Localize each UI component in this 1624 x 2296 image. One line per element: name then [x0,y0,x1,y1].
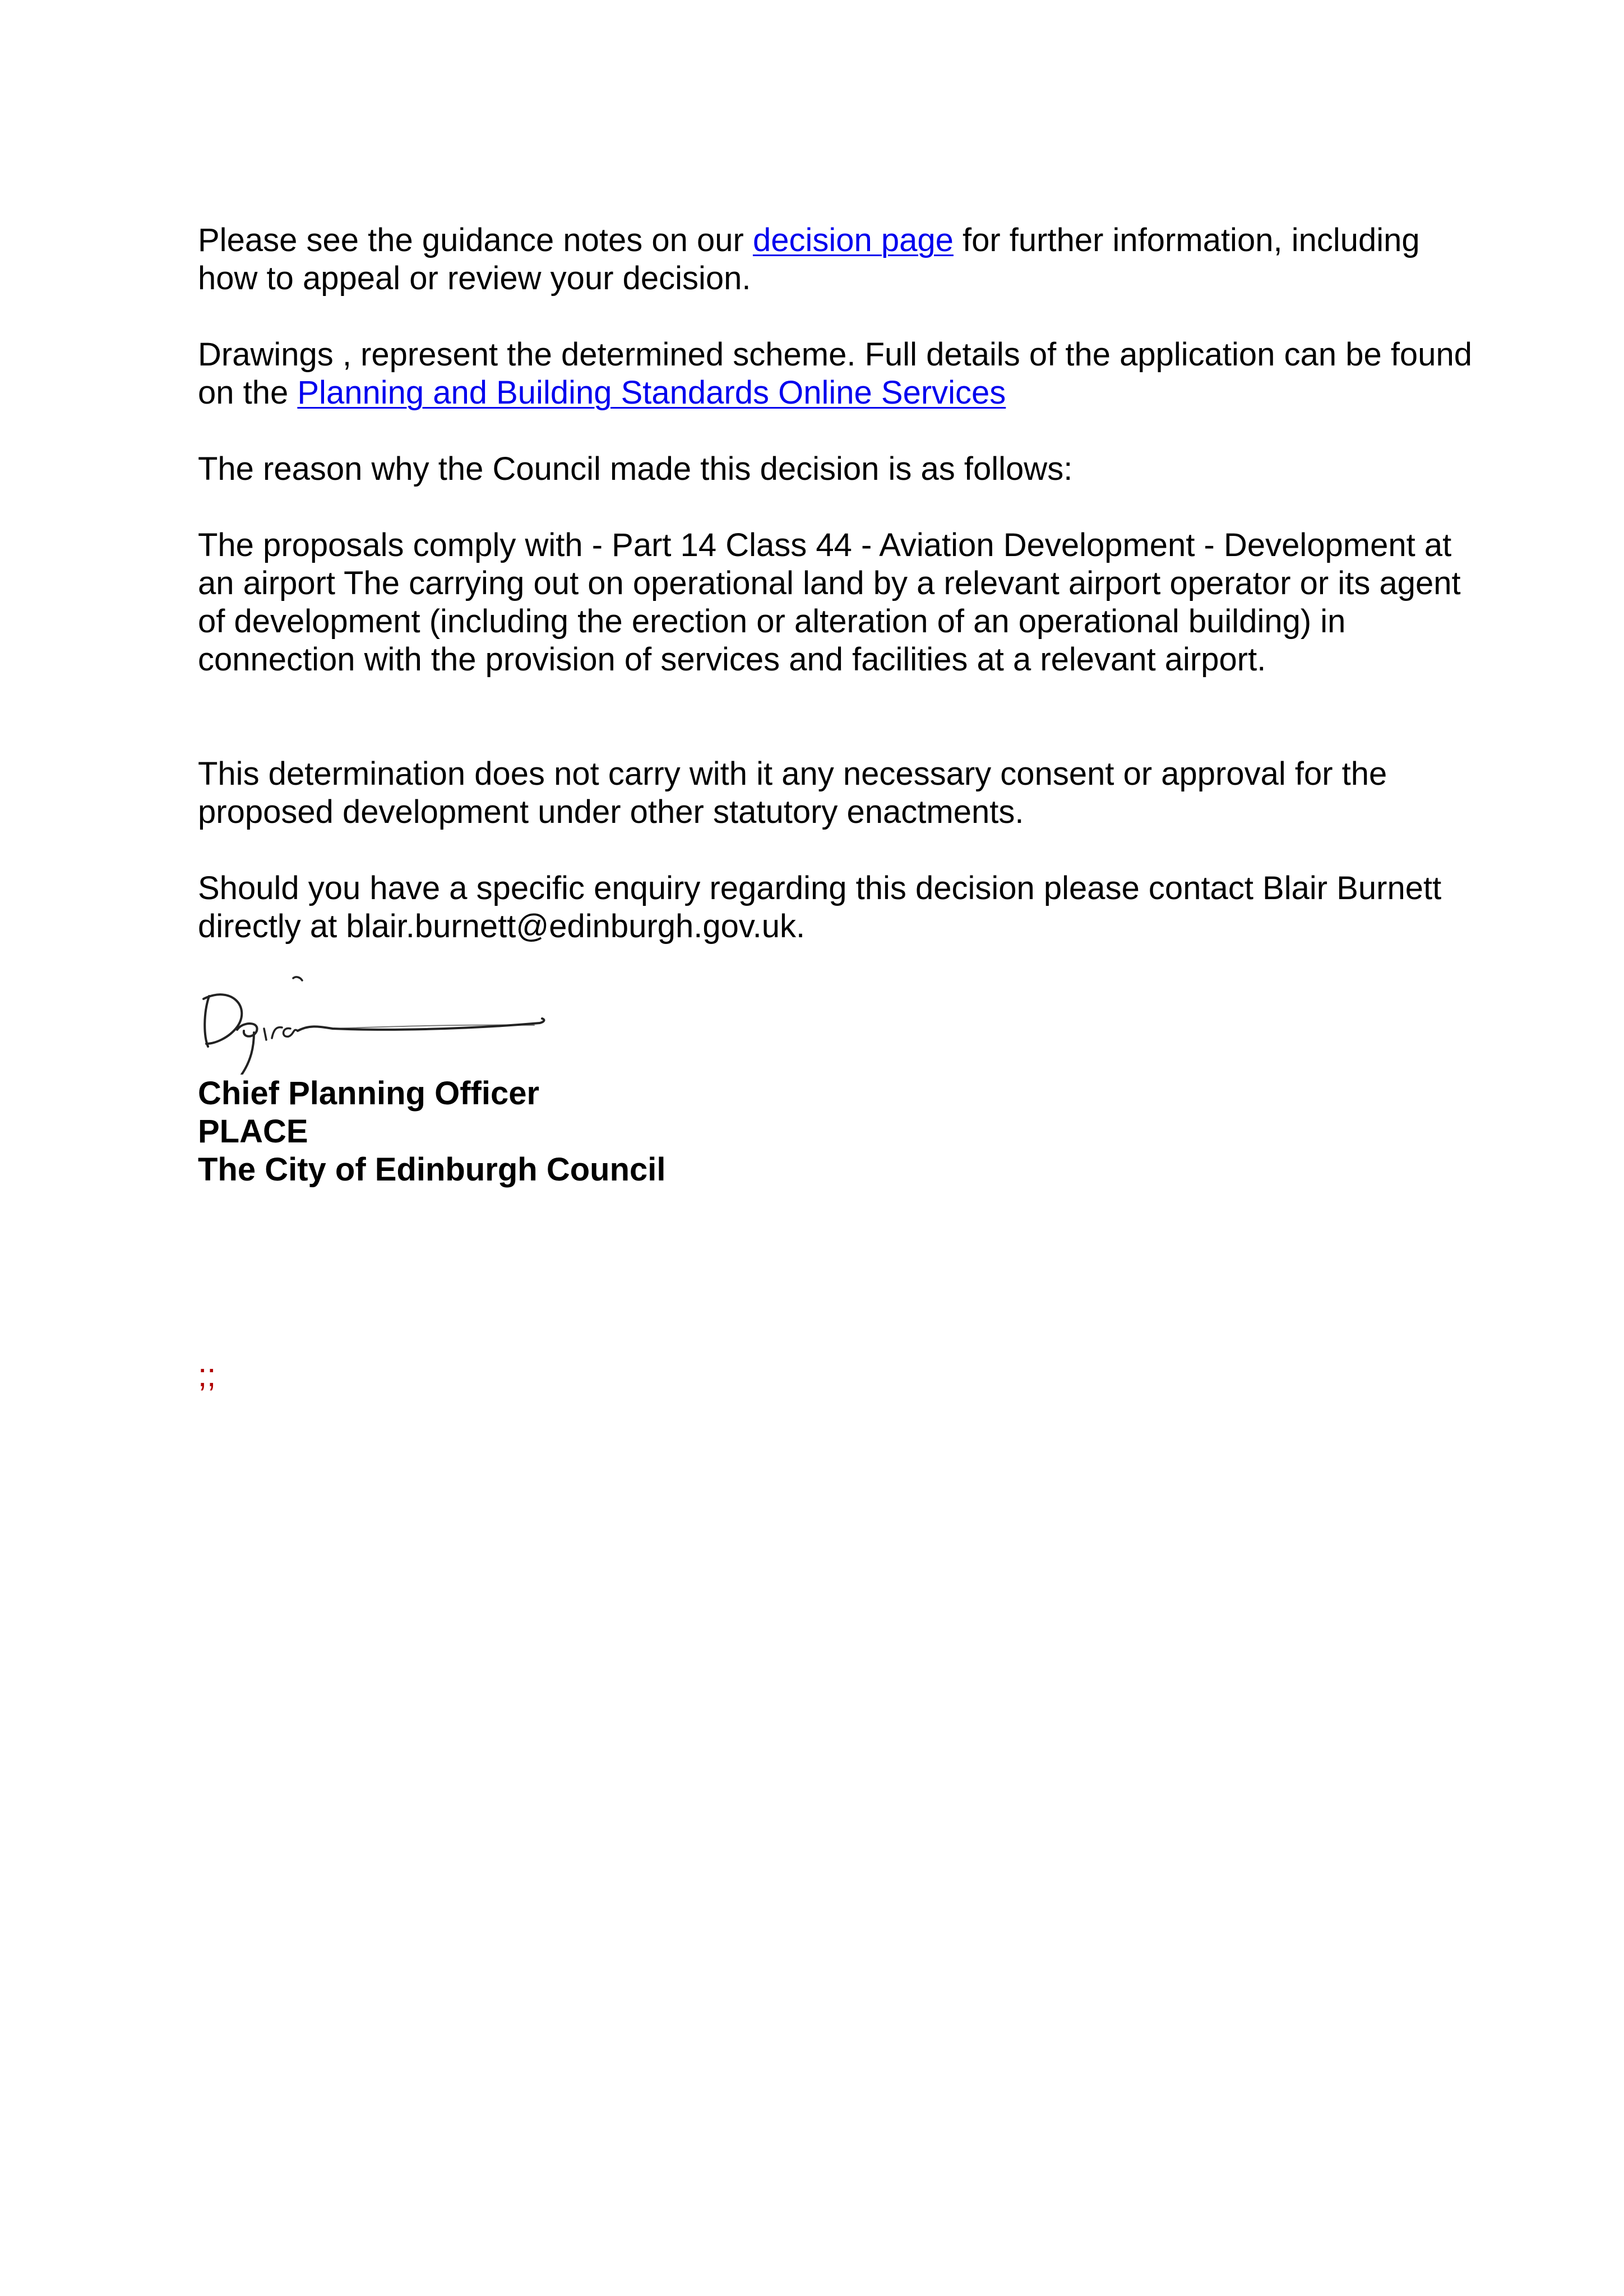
signatory-organisation: The City of Edinburgh Council [198,1151,666,1188]
determination-paragraph: This determination does not carry with it any necessary consent or approval for the proposed development under other statutory enactments. [198,756,1387,830]
signatory-title: Chief Planning Officer [198,1075,540,1112]
decision-page-link[interactable]: decision page [752,222,954,258]
online-services-link[interactable]: Planning and Building Standards Online Services [297,374,1006,411]
letter-body [198,221,1487,1189]
drawings-text: Drawings , represent the determined scheme. Full details of the application can be found on the [198,336,1472,411]
guidance-text-after: for further information, including how to appeal or review your decision. [198,222,1420,297]
reason-paragraph: The proposals comply with - Part 14 Class 44 - Aviation Development - Development at an airport The carrying out on operational land by a relevant airport operator or its agent of development (including the erection or alteration of an operational building) in connection with the provision of services and facilities at a relevant airport. [198,527,1461,678]
signature-block [198,1075,1487,1189]
drawings-paragraph [198,336,1487,412]
enquiry-paragraph: Should you have a specific enquiry regarding this decision please contact Blair Burnett directly at blair.burnett@edinburgh.gov.uk. [198,870,1442,945]
signatory-department: PLACE [198,1113,308,1150]
footer-mark: ;; [198,1357,216,1394]
guidance-paragraph [198,221,1487,298]
reason-intro-paragraph: The reason why the Council made this decision is as follows: [198,451,1073,487]
guidance-text-before: Please see the guidance notes on our [198,222,753,258]
signature-image [198,968,557,1075]
